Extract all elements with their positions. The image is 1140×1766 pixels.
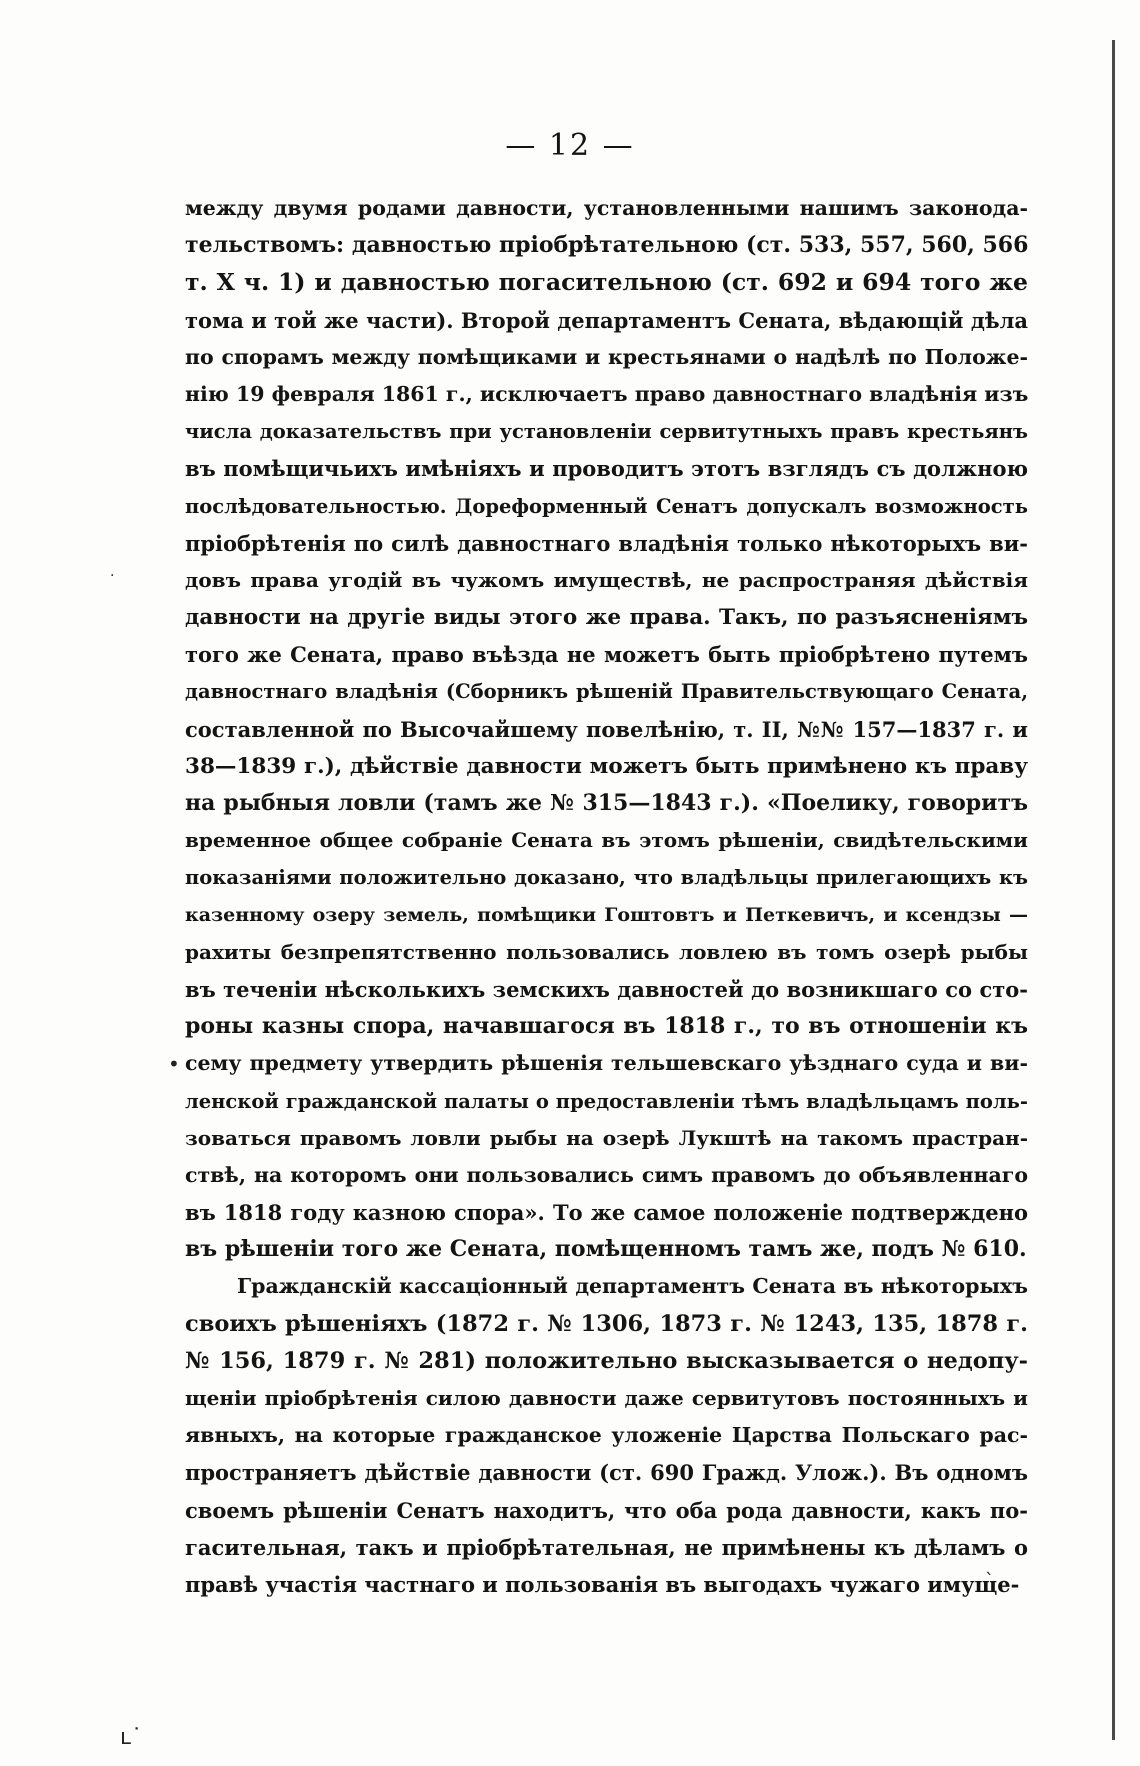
text-line: 38—1839 г.), дѣйствіе давности можетъ быть примѣнено къ праву (185, 753, 1028, 779)
text-line: т. X ч. 1) и давностью погасительною (ст. 692 и 694 того же (185, 268, 1028, 297)
text-line: пространяетъ дѣйствіе давности (ст. 690 Гражд. Улож.). Въ одномъ (185, 1460, 1028, 1486)
page-number: — 12 — (505, 128, 635, 163)
text-line: явныхъ, на которые гражданское уложеніе Царства Польскаго рас- (185, 1423, 1028, 1448)
text-line: того же Сената, право въѣзда не можетъ быть пріобрѣтено путемъ (185, 642, 1028, 668)
text-line: по спорамъ между помѣщиками и крестьянами о надѣлѣ по Положе- (185, 344, 1028, 369)
text-line: нію 19 февраля 1861 г., исключаетъ право давностнаго владѣнія изъ (185, 381, 1028, 406)
stray-mark: · (110, 568, 115, 584)
text-line: казенному озеру земель, помѣщики Гоштовтъ и Петкевичъ, и ксендзы — (185, 903, 1028, 926)
text-line: въ помѣщичьихъ имѣніяхъ и проводитъ этотъ взглядъ съ должною (185, 456, 1028, 482)
text-line: послѣдовательностью. Дореформенный Сенатъ допускалъ возможность (185, 494, 1028, 518)
text-line: между двумя родами давности, установленными нашимъ законода- (185, 196, 1028, 220)
text-line: № 156, 1879 г. № 281) положительно высказывается о недопу- (185, 1347, 1028, 1374)
text-line: зоваться правомъ ловли рыбы на озерѣ Лукштѣ на такомъ прастран- (185, 1125, 1028, 1150)
text-line: въ 1818 году казною спора». То же самое положеніе подтверждено (185, 1200, 1028, 1226)
text-line: Гражданскій кассаціонный департаментъ Сената въ нѣкоторыхъ (237, 1274, 1028, 1299)
text-line: правѣ участія частнаго и пользованія въ выгодахъ чужаго имуще- (185, 1571, 1020, 1597)
text-line: тома и той же части). Второй департаментъ Сената, вѣдающій дѣла (185, 307, 1028, 333)
text-line: сему предмету утвердить рѣшенія тельшевскаго уѣзднаго суда и ви- (185, 1051, 1028, 1076)
text-line: давностнаго владѣнія (Сборникъ рѣшеній Правительствующаго Сената, (185, 680, 1028, 704)
text-line: щеніи пріобрѣтенія силою давности даже сервитутовъ постоянныхъ и (185, 1386, 1028, 1410)
text-line: давности на другіе виды этого же права. Такъ, по разъясненіямъ (185, 605, 1028, 631)
text-line: составленной по Высочайшему повелѣнію, т. II, №№ 157—1837 г. и (185, 716, 1028, 742)
stray-mark: ʟ˙ (120, 1725, 143, 1750)
text-line: гасительная, такъ и пріобрѣтательная, не примѣнены къ дѣламъ о (185, 1534, 1028, 1560)
stray-mark: • (168, 1052, 180, 1076)
stray-mark: ˎ (985, 1555, 994, 1576)
text-line: довъ права угодій въ чужомъ имуществѣ, не распространяя дѣйствія (185, 567, 1028, 592)
text-line: на рыбныя ловли (тамъ же № 315—1843 г.). «Поелику, говоритъ (185, 790, 1028, 816)
body-text (185, 190, 1028, 1603)
text-line: своихъ рѣшеніяхъ (1872 г. № 1306, 1873 г. № 1243, 135, 1878 г. (185, 1310, 1028, 1337)
text-line: пріобрѣтенія по силѣ давностнаго владѣнія только нѣкоторыхъ ви- (185, 530, 1028, 556)
text-line: числа доказательствъ при установленіи сервитутныхъ правъ крестьянъ (185, 420, 1028, 444)
text-line: въ рѣшеніи того же Сената, помѣщенномъ тамъ же, подъ № 610. (185, 1236, 1027, 1263)
text-line: роны казны спора, начавшагося въ 1818 г., то въ отношеніи къ (185, 1013, 1028, 1040)
text-line: ствѣ, на которомъ они пользовались симъ правомъ до объявленнаго (185, 1162, 1028, 1187)
text-line: тельствомъ: давностью пріобрѣтательною (ст. 533, 557, 560, 566 (185, 232, 1028, 259)
text-line: въ теченіи нѣсколькихъ земскихъ давностей до возникшаго со сто- (185, 976, 1028, 1002)
text-line: своемъ рѣшеніи Сенатъ находитъ, что оба рода давности, какъ по- (185, 1497, 1028, 1523)
text-line: рахиты безпрепятственно пользовались ловлею въ томъ озерѣ рыбы (185, 939, 1028, 964)
text-line: временное общее собраніе Сената въ этомъ рѣшеніи, свидѣтельскими (185, 828, 1028, 853)
text-line: показаніями положительно доказано, что владѣльцы прилегающихъ къ (185, 866, 1028, 890)
page-edge-line (1112, 40, 1115, 1740)
text-line: ленской гражданской палаты о предоставленіи тѣмъ владѣльцамъ поль- (185, 1089, 1028, 1113)
